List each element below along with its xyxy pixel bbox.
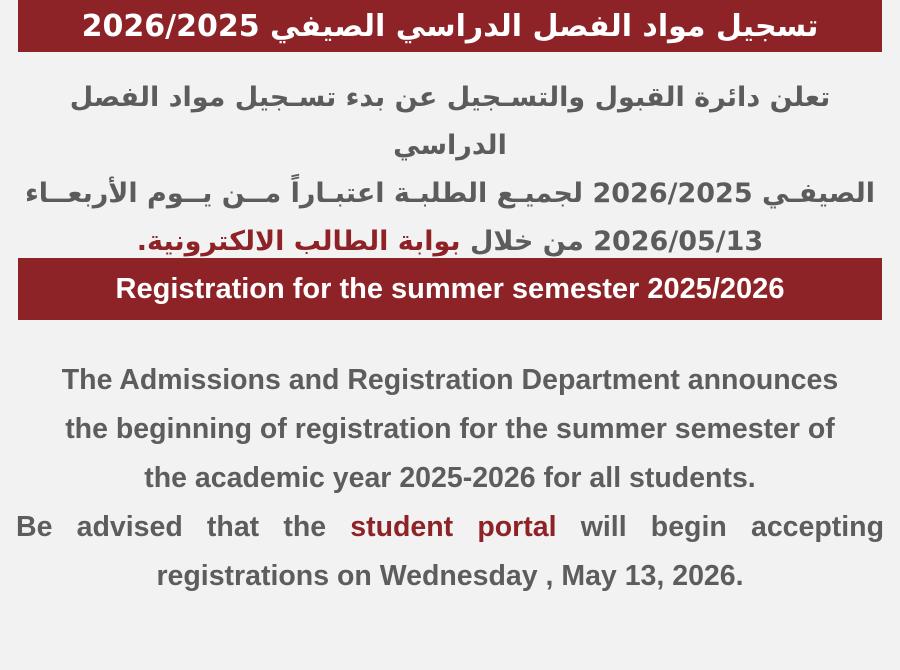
english-title: Registration for the summer semester 2025/2026: [115, 272, 785, 305]
english-line-1: The Admissions and Registration Department announces: [61, 364, 839, 396]
arabic-announcement: [18, 74, 882, 266]
english-line-4-prefix: Be advised that the: [16, 511, 327, 544]
english-line-3: the academic year 2025-2026 for all students.: [144, 462, 756, 495]
english-line-5: registrations on Wednesday , May 13, 2026.: [156, 560, 744, 593]
english-announcement: [16, 356, 884, 601]
arabic-title-banner: [18, 0, 882, 52]
english-line-2: the beginning of registration for the summer semester of: [65, 413, 835, 446]
student-portal-link[interactable]: student portal: [350, 511, 557, 544]
english-line-4: [16, 503, 884, 552]
english-line-4-suffix: will begin accepting: [580, 511, 885, 544]
arabic-line-1: تعلن دائرة القبول والتسـجيل عن بدء تسـجيل مواد الفصل الدراسي: [69, 82, 831, 162]
student-portal-link-ar[interactable]: بوابة الطالب الالكترونية.: [136, 226, 461, 258]
arabic-line-3-prefix: 2026/05/13 من خلال: [469, 226, 764, 258]
arabic-title: تسجيل مواد الفصل الدراسي الصيفي 2026/2025: [81, 8, 819, 44]
english-title-banner: [18, 258, 882, 320]
arabic-line-2: الصيفـي 2026/2025 لجميـع الطلبـة اعتبـاراً مــن يــوم الأربعــاء: [24, 178, 876, 210]
